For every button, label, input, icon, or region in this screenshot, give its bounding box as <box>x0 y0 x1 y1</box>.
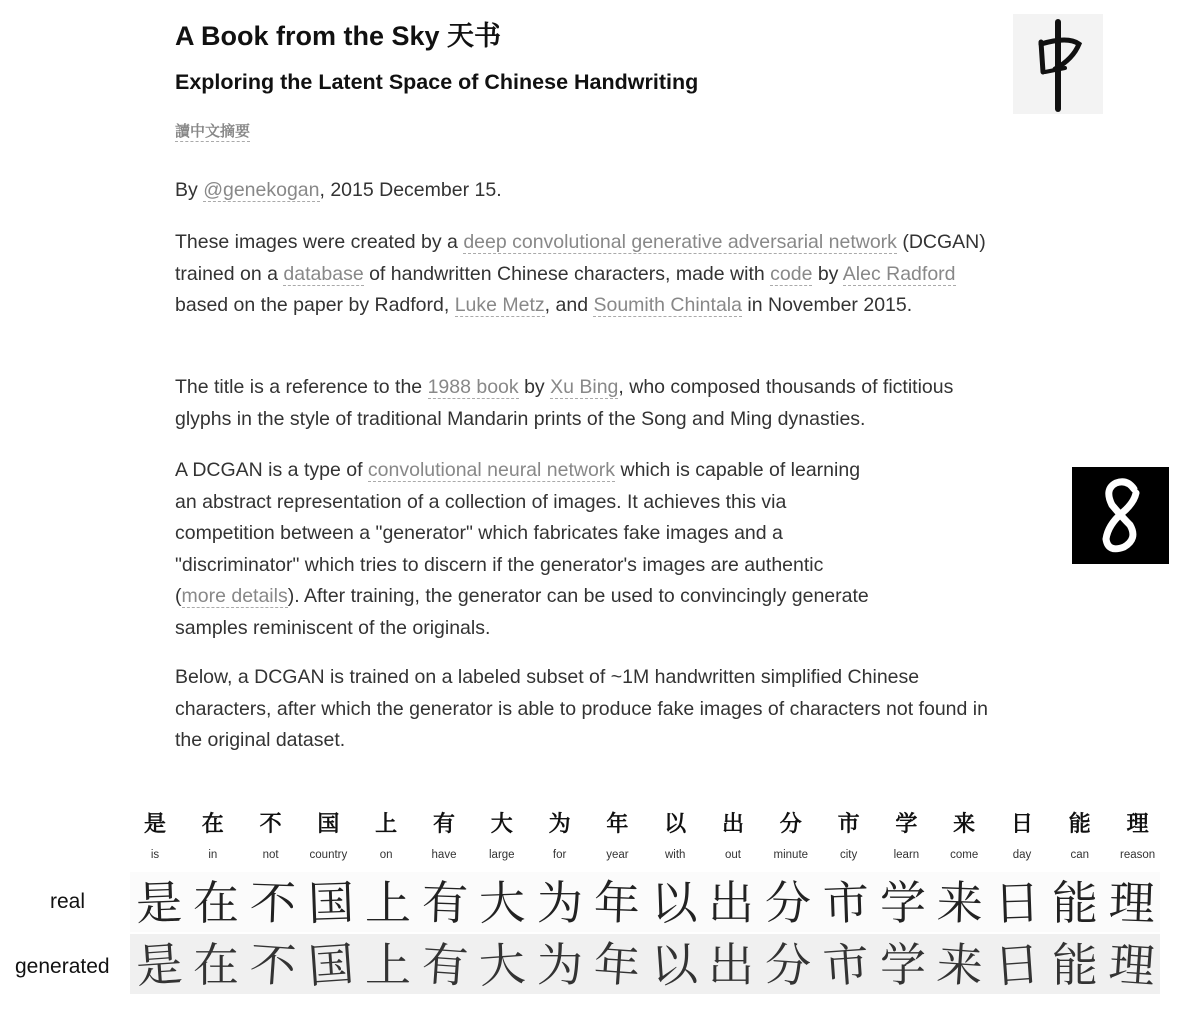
svg-text:出: 出 <box>708 876 755 930</box>
column-header-character: 日 <box>1010 812 1033 837</box>
svg-text:是: 是 <box>134 936 184 994</box>
svg-text:理: 理 <box>1107 875 1156 931</box>
handwritten-character-glyph <box>588 872 646 932</box>
handwritten-character-glyph <box>302 872 360 932</box>
handwritten-character-glyph <box>531 872 589 932</box>
handwritten-character-glyph <box>759 934 817 994</box>
column-header <box>646 810 704 862</box>
page-title: A Book from the Sky 天书 <box>175 21 502 51</box>
handwritten-character-glyph <box>359 934 417 994</box>
handwritten-character-glyph <box>759 872 817 932</box>
dcgan-link[interactable]: deep convolutional generative adversarial network <box>463 231 897 253</box>
more-details-link[interactable]: more details <box>181 585 288 607</box>
generated-sample-cell <box>1103 934 1161 994</box>
code-link[interactable]: code <box>770 262 813 285</box>
real-sample-cell <box>187 872 245 932</box>
real-sample-cell <box>759 872 817 932</box>
luke-metz-link[interactable]: Luke Metz <box>454 294 545 316</box>
handwritten-character-glyph <box>359 872 417 932</box>
column-header-translation: large <box>489 849 515 861</box>
mnist-digit-eight-image <box>1072 467 1169 564</box>
column-header-translation: minute <box>773 849 809 861</box>
character-comparison-grid <box>0 810 1200 1034</box>
real-sample-cell <box>473 872 531 932</box>
handwritten-character-glyph <box>1046 934 1104 994</box>
column-header-translation: have <box>431 849 457 861</box>
generated-sample-cell <box>1046 934 1104 994</box>
text: of handwritten Chinese characters, made with <box>363 262 771 285</box>
svg-text:市: 市 <box>821 875 870 931</box>
column-header <box>1051 810 1109 862</box>
handwritten-character-glyph <box>244 872 302 932</box>
generated-sample-cell <box>416 934 474 994</box>
column-header <box>762 810 820 862</box>
svg-text:国: 国 <box>305 936 356 994</box>
column-header-translation: out <box>725 849 741 861</box>
real-sample-cell <box>531 872 589 932</box>
text: which is capable of learning an abstract representation of a collection of images. It achieves this via competition between a "generator" which fabricates fake images and a "discriminator" which tries to discern if the generator's images are authentic ( <box>175 459 861 607</box>
text: ). After training, the generator can be used to convincingly generate samples reminiscent of the originals. <box>175 585 869 639</box>
database-link[interactable]: database <box>283 262 364 285</box>
generated-sample-cell <box>931 934 989 994</box>
text: , who composed thousands of fictitious glyphs in the style of traditional Mandarin prints of the Song and Ming dynasties. <box>175 376 954 430</box>
generated-sample-cell <box>988 934 1046 994</box>
real-sample-cell <box>702 872 760 932</box>
svg-text:上: 上 <box>364 938 411 992</box>
hero-handwritten-glyph-image <box>1013 14 1103 114</box>
real-sample-cell <box>244 872 302 932</box>
column-header-translation: country <box>309 849 348 861</box>
text: The title is a reference to the <box>175 376 428 398</box>
handwritten-glyph-drawing <box>1013 14 1103 114</box>
column-header-character: 是 <box>143 812 166 837</box>
real-sample-cell <box>1046 872 1104 932</box>
intro-paragraph <box>175 227 990 322</box>
text: by <box>518 376 551 398</box>
column-header-character: 分 <box>779 812 802 837</box>
column-header-translation: learn <box>893 849 920 861</box>
handwritten-character-glyph <box>1046 872 1104 932</box>
digit-drawing <box>1072 467 1169 564</box>
byline-prefix: By <box>175 179 204 201</box>
column-header-character: 为 <box>548 812 571 837</box>
svg-text:能: 能 <box>1051 938 1098 992</box>
column-header-character: 市 <box>837 812 860 837</box>
handwritten-character-glyph <box>645 934 703 994</box>
column-header-translation: is <box>150 849 160 861</box>
handwritten-character-glyph <box>187 934 245 994</box>
handwritten-character-glyph <box>473 872 531 932</box>
column-header-character: 来 <box>953 812 976 837</box>
column-header <box>704 810 762 862</box>
handwritten-character-glyph <box>988 872 1046 932</box>
text: based on the paper by Radford, <box>175 294 455 316</box>
handwritten-character-glyph <box>130 934 188 994</box>
generated-sample-cell <box>817 934 875 994</box>
svg-text:大: 大 <box>478 875 527 931</box>
real-sample-cell <box>931 872 989 932</box>
column-header <box>126 810 184 862</box>
real-sample-cell <box>588 872 646 932</box>
chinese-summary-link[interactable]: 讀中文摘要 <box>175 122 251 140</box>
generated-sample-cell <box>359 934 417 994</box>
text: , and <box>544 294 594 316</box>
svg-text:有: 有 <box>420 936 470 994</box>
handwritten-character-glyph <box>817 934 875 994</box>
row-label-generated: generated <box>15 955 110 978</box>
column-header-character: 国 <box>317 812 340 837</box>
handwritten-character-glyph <box>702 872 760 932</box>
svg-text:来: 来 <box>935 936 985 994</box>
svg-text:日: 日 <box>993 875 1042 931</box>
svg-text:分: 分 <box>764 875 813 931</box>
byline-date: , 2015 December 15. <box>319 179 502 201</box>
real-sample-cell <box>359 872 417 932</box>
svg-text:国: 国 <box>306 875 355 931</box>
column-header-character: 有 <box>432 812 455 837</box>
column-header-character: 在 <box>201 812 224 837</box>
soumith-chintala-link[interactable]: Soumith Chintala <box>593 294 742 316</box>
generated-sample-cell <box>702 934 760 994</box>
real-sample-cell <box>645 872 703 932</box>
svg-text:理: 理 <box>1106 936 1157 994</box>
column-header <box>877 810 935 862</box>
generated-sample-cell <box>759 934 817 994</box>
real-sample-cell <box>302 872 360 932</box>
handwritten-character-glyph <box>1103 934 1161 994</box>
byline <box>175 175 935 207</box>
column-header-character: 上 <box>375 812 398 837</box>
generated-sample-cell <box>531 934 589 994</box>
real-sample-cell <box>817 872 875 932</box>
svg-text:有: 有 <box>421 875 470 931</box>
column-header-character: 能 <box>1068 812 1091 837</box>
svg-text:日: 日 <box>992 936 1043 994</box>
handwritten-character-glyph <box>817 872 875 932</box>
generated-sample-cell <box>588 934 646 994</box>
handwritten-character-glyph <box>645 872 703 932</box>
svg-text:学: 学 <box>879 938 926 992</box>
generated-sample-cell <box>473 934 531 994</box>
column-header <box>993 810 1051 862</box>
handwritten-character-glyph <box>416 934 474 994</box>
svg-text:是: 是 <box>135 875 183 931</box>
generated-sample-cell <box>874 934 932 994</box>
generated-sample-cell <box>130 934 188 994</box>
column-header <box>588 810 646 862</box>
column-header-translation: day <box>1012 849 1032 861</box>
column-header-translation: on <box>379 849 393 861</box>
xu-bing-link[interactable]: Xu Bing <box>550 376 619 398</box>
handwritten-character-glyph <box>130 872 188 932</box>
real-sample-cell <box>416 872 474 932</box>
column-header-translation: can <box>1070 849 1090 861</box>
svg-text:以: 以 <box>650 875 698 931</box>
svg-text:大: 大 <box>477 936 528 994</box>
column-header <box>415 810 473 862</box>
generated-sample-cell <box>244 934 302 994</box>
svg-text:上: 上 <box>364 876 411 930</box>
svg-text:为: 为 <box>536 938 583 992</box>
real-sample-cell <box>988 872 1046 932</box>
svg-text:不: 不 <box>248 936 299 994</box>
handwritten-character-glyph <box>588 934 646 994</box>
cnn-link[interactable]: convolutional neural network <box>367 459 616 481</box>
row-label-real: real <box>50 890 86 913</box>
svg-text:市: 市 <box>820 936 871 994</box>
svg-text:学: 学 <box>879 876 926 930</box>
column-header <box>473 810 531 862</box>
svg-text:年: 年 <box>592 875 641 931</box>
handwritten-character-glyph <box>531 934 589 994</box>
dcgan-explanation-paragraph <box>175 455 1015 644</box>
column-header-translation: in <box>208 849 218 861</box>
real-sample-cell <box>1103 872 1161 932</box>
handwritten-character-glyph <box>931 872 989 932</box>
svg-text:不: 不 <box>249 875 298 931</box>
text: A DCGAN is a type of <box>175 459 368 481</box>
column-header-translation: come <box>950 849 979 861</box>
handwritten-character-glyph <box>874 872 932 932</box>
svg-text:年: 年 <box>591 936 642 994</box>
generated-samples-strip <box>130 934 1160 994</box>
handwritten-character-glyph <box>702 934 760 994</box>
text: These images were created by a <box>175 231 464 253</box>
column-header <box>820 810 878 862</box>
column-header-translation: reason <box>1120 849 1156 861</box>
generated-sample-cell <box>302 934 360 994</box>
column-header-character: 不 <box>259 812 282 837</box>
real-sample-cell <box>130 872 188 932</box>
column-header <box>935 810 993 862</box>
text <box>175 455 875 644</box>
author-link[interactable]: @genekogan <box>203 179 320 201</box>
real-samples-strip <box>130 872 1160 932</box>
svg-text:在: 在 <box>193 938 240 992</box>
svg-text:以: 以 <box>649 936 699 994</box>
column-header-character: 学 <box>895 812 918 837</box>
column-header-translation: year <box>606 849 629 861</box>
column-header-character: 大 <box>490 812 513 837</box>
svg-text:分: 分 <box>763 936 814 994</box>
svg-text:能: 能 <box>1051 876 1098 930</box>
training-description-paragraph: Below, a DCGAN is trained on a labeled subset of ~1M handwritten simplified Chinese characters, after which the generator is able to produce fake images of characters not found in the original dataset. <box>175 666 988 751</box>
column-header <box>531 810 589 862</box>
text: in November 2015. <box>741 294 913 316</box>
handwritten-character-glyph <box>931 934 989 994</box>
page-subtitle: Exploring the Latent Space of Chinese Handwriting <box>175 70 699 94</box>
real-sample-cell <box>874 872 932 932</box>
handwritten-character-glyph <box>874 934 932 994</box>
text: by <box>812 262 843 285</box>
1988-book-link[interactable]: 1988 book <box>427 376 519 398</box>
column-header <box>1109 810 1167 862</box>
text: (DCGAN) trained on a <box>175 231 986 285</box>
handwritten-character-glyph <box>302 934 360 994</box>
handwritten-character-glyph <box>187 872 245 932</box>
handwritten-character-glyph <box>1103 872 1161 932</box>
handwritten-character-glyph <box>244 934 302 994</box>
column-header-translation: not <box>262 849 279 861</box>
column-header-translation: city <box>839 849 858 861</box>
column-header-character: 年 <box>606 812 629 837</box>
column-header-character: 以 <box>664 812 687 837</box>
alec-radford-link[interactable]: Alec Radford <box>842 262 956 285</box>
generated-sample-cell <box>645 934 703 994</box>
svg-text:来: 来 <box>936 875 985 931</box>
svg-text:出: 出 <box>708 938 755 992</box>
handwritten-character-glyph <box>416 872 474 932</box>
column-header-character: 理 <box>1126 812 1149 837</box>
handwritten-character-glyph <box>988 934 1046 994</box>
generated-sample-cell <box>187 934 245 994</box>
svg-text:在: 在 <box>193 876 240 930</box>
column-header <box>242 810 300 862</box>
svg-text:为: 为 <box>536 876 583 930</box>
title-reference-paragraph <box>175 372 1015 435</box>
column-header <box>184 810 242 862</box>
column-header-translation: for <box>552 849 567 861</box>
handwritten-character-glyph <box>473 934 531 994</box>
column-header <box>299 810 357 862</box>
column-header-translation: with <box>664 849 686 861</box>
column-header <box>357 810 415 862</box>
column-header-character: 出 <box>721 812 744 837</box>
